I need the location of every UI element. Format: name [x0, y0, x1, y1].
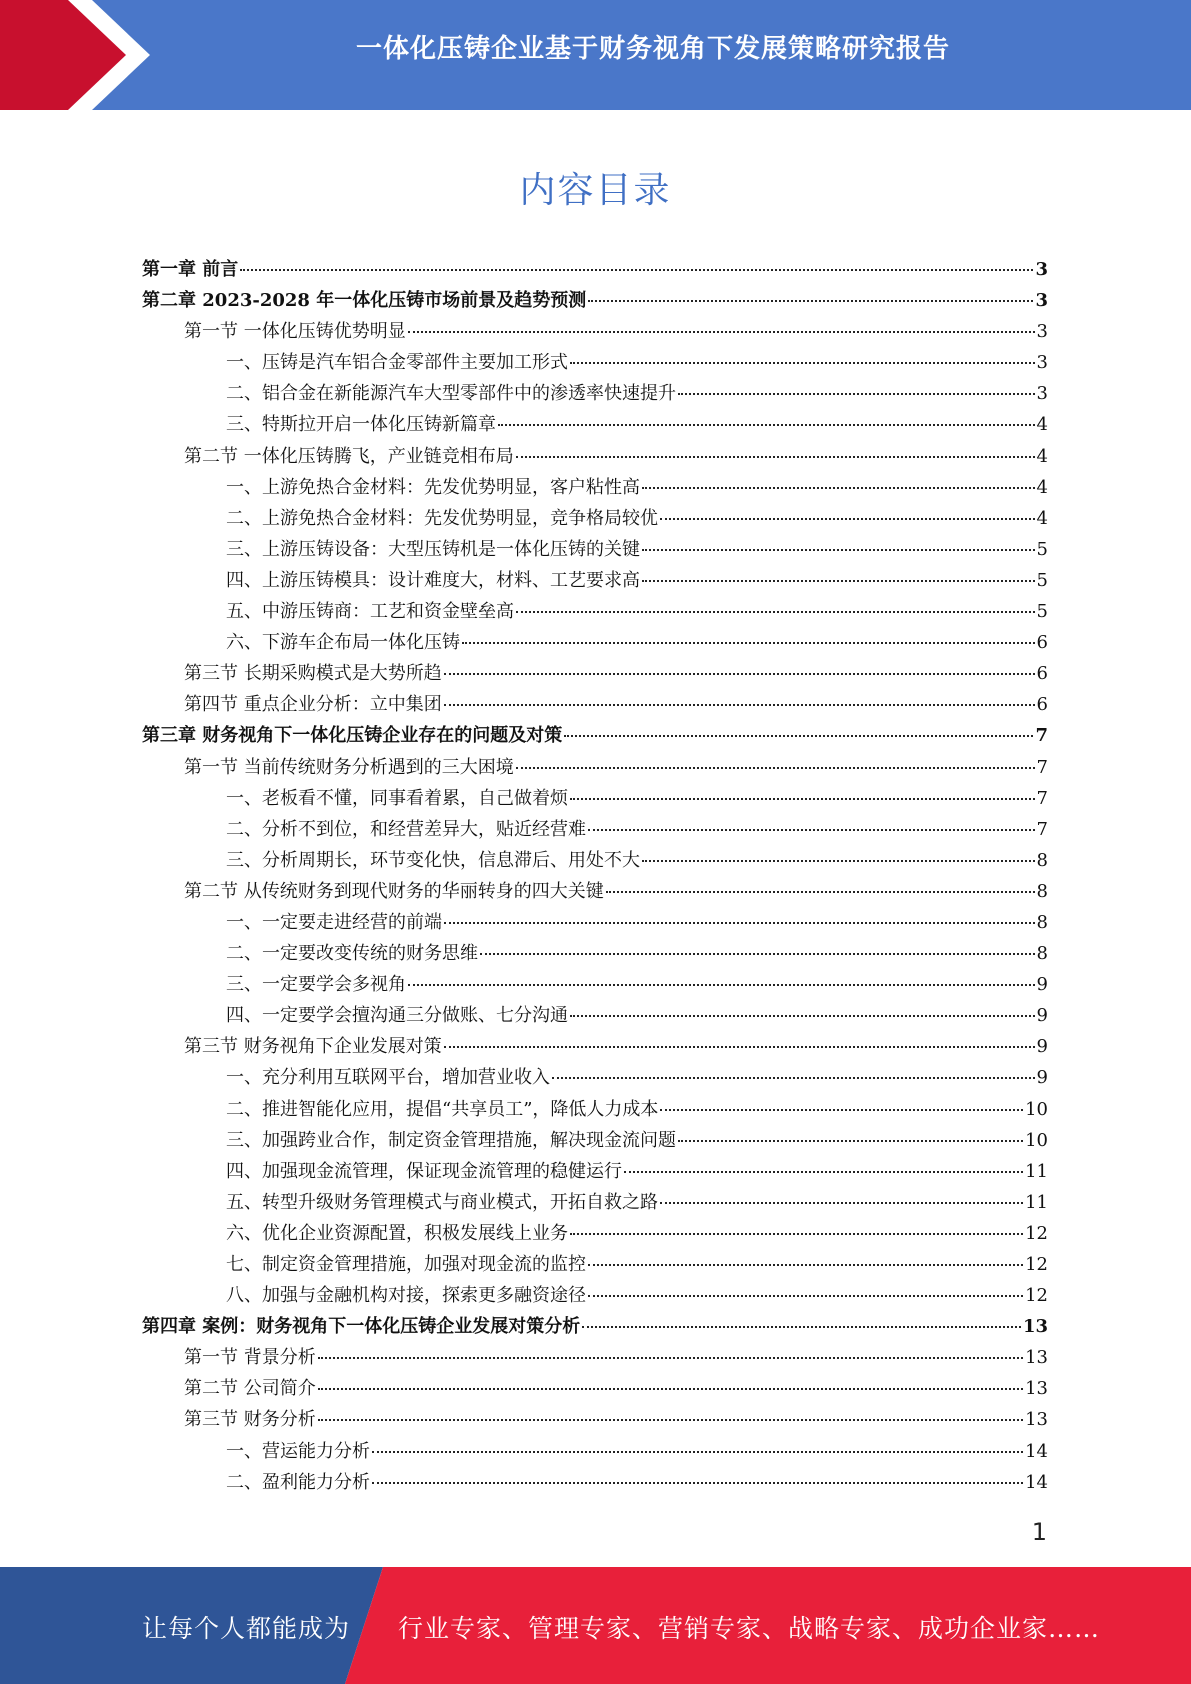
toc-entry[interactable] — [142, 1249, 1048, 1280]
toc-dot-leader — [240, 251, 1033, 271]
toc-entry-page: 7 — [1035, 725, 1048, 747]
toc-entry-page: 8 — [1036, 911, 1048, 933]
toc-entry[interactable] — [142, 1373, 1048, 1404]
toc-entry-page: 9 — [1036, 1005, 1048, 1027]
toc-entry-page: 8 — [1036, 849, 1048, 871]
toc-entry[interactable] — [142, 316, 1048, 347]
toc-entry-label: 第三节 财务分析 — [184, 1409, 316, 1431]
toc-entry-label: 第二节 从传统财务到现代财务的华丽转身的四大关键 — [184, 880, 604, 902]
toc-entry[interactable] — [142, 378, 1048, 409]
toc-entry-label: 第二章 2023-2028 年一体化压铸市场前景及趋势预测 — [142, 290, 587, 312]
toc-dot-leader — [444, 686, 1035, 706]
toc-entry-label: 三、加强跨业合作，制定资金管理措施，解决现金流问题 — [226, 1129, 676, 1151]
toc-entry[interactable] — [142, 285, 1048, 316]
toc-dot-leader — [516, 593, 1035, 613]
toc-entry-label: 二、推进智能化应用，提倡“共享员工”，降低人力成本 — [226, 1098, 659, 1120]
toc-entry[interactable] — [142, 814, 1048, 845]
toc-entry-label: 第一节 一体化压铸优势明显 — [184, 321, 406, 343]
toc-entry[interactable] — [142, 409, 1048, 440]
toc-dot-leader — [642, 469, 1035, 489]
toc-entry-page: 11 — [1025, 1160, 1048, 1182]
toc-entry-label: 二、分析不到位，和经营差异大，贴近经营难 — [226, 818, 586, 840]
toc-dot-leader — [642, 562, 1035, 582]
toc-entry[interactable] — [142, 627, 1048, 658]
toc-entry-label: 五、转型升级财务管理模式与商业模式，开拓自救之路 — [226, 1191, 658, 1213]
toc-dot-leader — [480, 935, 1035, 955]
toc-entry-label: 八、加强与金融机构对接，探索更多融资途径 — [226, 1285, 586, 1307]
toc-dot-leader — [570, 1215, 1023, 1235]
toc-entry-label: 第四章 案例：财务视角下一体化压铸企业发展对策分析 — [142, 1316, 581, 1338]
toc-entry-page: 9 — [1036, 1067, 1048, 1089]
toc-entry[interactable] — [142, 503, 1048, 534]
toc-entry-page: 5 — [1036, 569, 1048, 591]
toc-entry-label: 六、优化企业资源配置，积极发展线上业务 — [226, 1222, 568, 1244]
toc-entry-label: 一、老板看不懂，同事看着累，自己做着烦 — [226, 787, 568, 809]
toc-entry-label: 二、上游免热合金材料：先发优势明显，竞争格局较优 — [226, 507, 658, 529]
toc-entry-page: 6 — [1036, 632, 1048, 654]
toc-entry[interactable] — [142, 752, 1048, 783]
toc-dot-leader — [498, 406, 1035, 426]
toc-entry[interactable] — [142, 1218, 1048, 1249]
toc-entry[interactable] — [142, 969, 1048, 1000]
toc-entry[interactable] — [142, 1467, 1048, 1498]
toc-entry[interactable] — [142, 565, 1048, 596]
toc-dot-leader — [642, 842, 1035, 862]
page-number: 1 — [1031, 1518, 1047, 1546]
toc-entry-label: 第三节 长期采购模式是大势所趋 — [184, 663, 442, 685]
toc-entry[interactable] — [142, 1404, 1048, 1435]
toc-dot-leader — [588, 1246, 1023, 1266]
toc-entry-label: 二、盈利能力分析 — [226, 1471, 370, 1493]
toc-entry-label: 二、一定要改变传统的财务思维 — [226, 943, 478, 965]
toc-entry-page: 3 — [1035, 290, 1048, 312]
toc-entry-page: 10 — [1025, 1098, 1048, 1120]
toc-title: 内容目录 — [519, 170, 672, 211]
toc-entry[interactable] — [142, 534, 1048, 565]
toc-entry[interactable] — [142, 938, 1048, 969]
footer-slogan-right: 行业专家、管理专家、营销专家、战略专家、成功企业家…… — [398, 1614, 1101, 1643]
toc-entry-page: 4 — [1036, 414, 1048, 436]
toc-entry-page: 4 — [1036, 507, 1048, 529]
toc-entry[interactable] — [142, 1000, 1048, 1031]
toc-entry[interactable] — [142, 1031, 1048, 1062]
toc-entry-label: 三、上游压铸设备：大型压铸机是一体化压铸的关键 — [226, 538, 640, 560]
toc-entry-page: 13 — [1022, 1316, 1048, 1338]
toc-dot-leader — [642, 531, 1035, 551]
toc-entry[interactable] — [142, 689, 1048, 720]
toc-entry-page: 8 — [1036, 943, 1048, 965]
toc-entry[interactable] — [142, 441, 1048, 472]
toc-dot-leader — [408, 313, 1035, 333]
toc-entry-label: 第一节 背景分析 — [184, 1347, 316, 1369]
toc-entry-label: 第一节 当前传统财务分析遇到的三大困境 — [184, 756, 514, 778]
toc-dot-leader — [444, 904, 1035, 924]
toc-dot-leader — [516, 749, 1035, 769]
toc-dot-leader — [660, 1184, 1023, 1204]
toc-entry-label: 七、制定资金管理措施，加强对现金流的监控 — [226, 1254, 586, 1275]
toc-entry[interactable] — [142, 1187, 1048, 1218]
toc-dot-leader — [444, 1028, 1035, 1048]
toc-entry-label: 一、上游免热合金材料：先发优势明显，客户粘性高 — [226, 476, 640, 498]
toc-entry-page: 3 — [1035, 259, 1048, 280]
page-header — [0, 0, 1191, 110]
toc-entry[interactable] — [142, 783, 1048, 814]
toc-entry[interactable] — [142, 1094, 1048, 1125]
toc-entry-page: 5 — [1036, 538, 1048, 560]
toc-entry-label: 第三章 财务视角下一体化压铸企业存在的问题及对策 — [142, 725, 563, 747]
toc-entry-page: 13 — [1025, 1409, 1048, 1431]
toc-dot-leader — [516, 438, 1035, 458]
toc-dot-leader — [624, 1153, 1023, 1173]
toc-dot-leader — [372, 1464, 1023, 1484]
toc-entry-page: 5 — [1036, 601, 1048, 623]
toc-entry-label: 五、中游压铸商：工艺和资金壁垒高 — [226, 601, 514, 623]
toc-entry-page: 9 — [1036, 1036, 1048, 1058]
toc-entry-page: 9 — [1036, 974, 1048, 996]
toc-dot-leader — [588, 282, 1033, 302]
toc-entry-label: 六、下游车企布局一体化压铸 — [226, 632, 460, 654]
toc-entry-label: 一、一定要走进经营的前端 — [226, 911, 442, 933]
toc-entry[interactable] — [142, 876, 1048, 907]
toc-entry[interactable] — [142, 907, 1048, 938]
toc-dot-leader — [582, 1308, 1021, 1328]
toc-entry[interactable] — [142, 658, 1048, 689]
toc-entry-page: 10 — [1025, 1129, 1048, 1151]
toc-dot-leader — [552, 1059, 1035, 1079]
report-title: 一体化压铸企业基于财务视角下发展策略研究报告 — [355, 34, 950, 64]
toc-dot-leader — [318, 1370, 1023, 1390]
toc-dot-leader — [462, 624, 1035, 644]
toc-entry[interactable] — [142, 254, 1048, 285]
toc-entry-page: 3 — [1036, 321, 1048, 343]
toc-entry-page: 4 — [1036, 445, 1048, 467]
toc-dot-leader — [570, 780, 1035, 800]
toc-entry-page: 3 — [1036, 352, 1048, 374]
toc-entry-label: 第二节 公司简介 — [184, 1378, 316, 1400]
toc-entry-page: 12 — [1025, 1254, 1048, 1275]
toc-entry[interactable] — [142, 1311, 1048, 1342]
toc-entry-label: 四、一定要学会擅沟通三分做账、七分沟通 — [226, 1005, 568, 1027]
toc-dot-leader — [588, 1277, 1023, 1297]
page-footer — [0, 1567, 1191, 1684]
toc-dot-leader — [606, 873, 1035, 893]
toc-entry[interactable] — [142, 845, 1048, 876]
toc-entry-label: 第二节 一体化压铸腾飞，产业链竞相布局 — [184, 445, 514, 467]
toc-entry-page: 14 — [1025, 1471, 1048, 1493]
toc-entry[interactable] — [142, 596, 1048, 627]
toc-dot-leader — [588, 811, 1035, 831]
toc-entry-label: 第一章 前言 — [142, 259, 239, 280]
toc-entry[interactable] — [142, 1062, 1048, 1093]
toc-entry[interactable] — [142, 472, 1048, 503]
toc-entry-label: 一、压铸是汽车铝合金零部件主要加工形式 — [226, 352, 568, 374]
toc-entry[interactable] — [142, 1280, 1048, 1311]
toc-dot-leader — [660, 500, 1035, 520]
toc-entry-label: 一、充分利用互联网平台，增加营业收入 — [226, 1067, 550, 1089]
toc-entry-page: 6 — [1036, 663, 1048, 685]
toc-dot-leader — [372, 1433, 1023, 1453]
toc-entry-page: 13 — [1025, 1347, 1048, 1369]
toc-dot-leader — [408, 966, 1035, 986]
toc-entry-page: 4 — [1036, 476, 1048, 498]
toc-entry-label: 四、上游压铸模具：设计难度大，材料、工艺要求高 — [226, 569, 640, 591]
toc-entry-page: 6 — [1036, 694, 1048, 716]
toc-entry-page: 13 — [1025, 1378, 1048, 1400]
toc-entry-page: 8 — [1036, 880, 1048, 902]
table-of-contents — [142, 254, 1048, 1498]
toc-entry-label: 三、分析周期长，环节变化快，信息滞后、用处不大 — [226, 849, 640, 871]
toc-entry-page: 11 — [1025, 1191, 1048, 1213]
toc-dot-leader — [564, 717, 1033, 737]
toc-entry-page: 12 — [1025, 1222, 1048, 1244]
footer-slogan-left: 让每个人都能成为 — [142, 1614, 351, 1643]
toc-entry-label: 第三节 财务视角下企业发展对策 — [184, 1036, 442, 1058]
toc-entry-page: 7 — [1036, 787, 1048, 809]
toc-entry-label: 二、铝合金在新能源汽车大型零部件中的渗透率快速提升 — [226, 383, 676, 405]
toc-entry-label: 四、加强现金流管理，保证现金流管理的稳健运行 — [226, 1160, 622, 1182]
toc-entry-page: 7 — [1036, 818, 1048, 840]
toc-dot-leader — [570, 344, 1035, 364]
toc-entry[interactable] — [142, 1436, 1048, 1467]
toc-entry[interactable] — [142, 1156, 1048, 1187]
toc-entry-label: 三、特斯拉开启一体化压铸新篇章 — [226, 414, 496, 436]
toc-entry-label: 三、一定要学会多视角 — [226, 974, 406, 996]
toc-entry[interactable] — [142, 720, 1048, 751]
toc-entry-label: 一、营运能力分析 — [226, 1440, 370, 1462]
toc-entry-page: 14 — [1025, 1440, 1048, 1462]
toc-dot-leader — [678, 375, 1035, 395]
toc-entry-page: 12 — [1025, 1285, 1048, 1307]
toc-dot-leader — [318, 1339, 1023, 1359]
toc-entry[interactable] — [142, 1125, 1048, 1156]
toc-entry[interactable] — [142, 347, 1048, 378]
toc-entry-label: 第四节 重点企业分析：立中集团 — [184, 694, 442, 716]
toc-dot-leader — [318, 1401, 1023, 1421]
toc-dot-leader — [570, 997, 1035, 1017]
toc-entry-page: 3 — [1036, 383, 1048, 405]
toc-dot-leader — [444, 655, 1035, 675]
toc-dot-leader — [660, 1091, 1023, 1111]
toc-dot-leader — [678, 1122, 1023, 1142]
toc-entry-page: 7 — [1036, 756, 1048, 778]
toc-entry[interactable] — [142, 1342, 1048, 1373]
